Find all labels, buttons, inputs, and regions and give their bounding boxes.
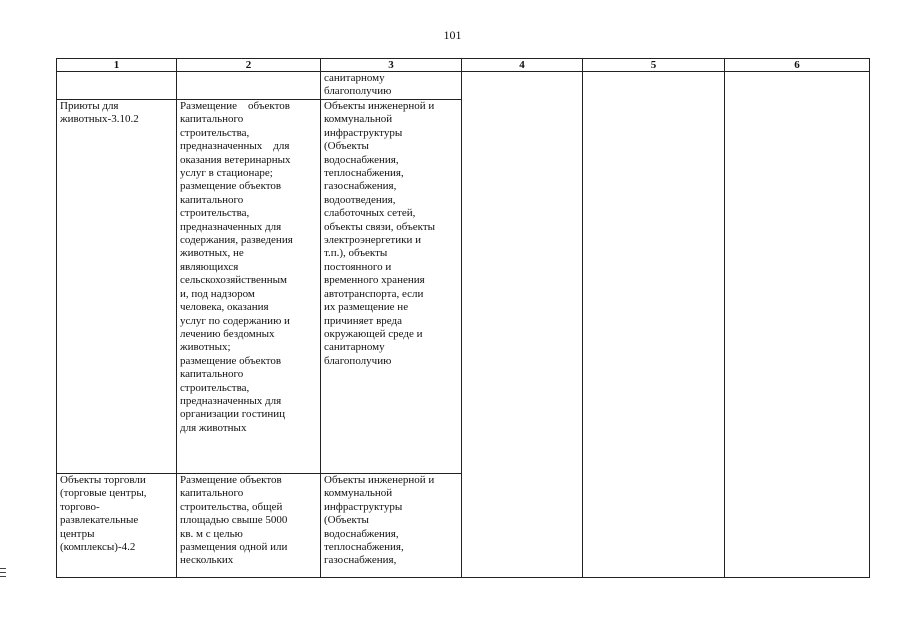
column-header-1: 1 — [57, 59, 177, 72]
cell-text-line: животных, не — [180, 247, 244, 260]
cell-text-line: площадью свыше 5000 — [180, 514, 288, 527]
cell-text-line: нескольких — [180, 554, 234, 567]
cell-text-line: строительства, — [180, 126, 250, 139]
cell-text-line: торгово- — [60, 500, 100, 513]
table-cell-col3 — [321, 100, 462, 474]
cell-text-line: и, под надзором — [180, 287, 255, 300]
cell-text-line: размещение объектов — [180, 354, 282, 367]
cell-text-line: слаботочных сетей, — [324, 207, 416, 220]
cell-text-line: Объекты торговли — [60, 474, 146, 486]
table-cell-col1 — [57, 72, 177, 100]
cell-text-line: строительства, общей — [180, 500, 283, 513]
column-header-4: 4 — [462, 59, 583, 72]
cell-text-line: предназначенных для — [180, 140, 290, 153]
cell-text-line: причиняет вреда — [324, 314, 402, 327]
cell-text-line: санитарному — [324, 72, 385, 84]
cell-text-line: животных-3.10.2 — [60, 113, 139, 126]
header-row — [57, 59, 870, 72]
cell-text-line: инфраструктуры — [324, 500, 403, 513]
cell-text-line: сельскохозяйственным — [180, 274, 287, 287]
cell-text-line: Объекты инженерной и — [324, 100, 435, 112]
cell-text-line: газоснабжения, — [324, 554, 397, 567]
margin-mark — [0, 568, 6, 582]
cell-text-line: услуг по содержанию и — [180, 314, 290, 327]
table-row — [57, 72, 870, 100]
cell-text-line: инфраструктуры — [324, 126, 403, 139]
cell-text-line: постоянного и — [324, 260, 392, 273]
cell-text-line: т.п.), объекты — [324, 247, 388, 260]
cell-text-line: развлекательные — [60, 514, 139, 527]
cell-text-line: благополучию — [324, 85, 392, 98]
table-cell-col2 — [177, 72, 321, 100]
cell-text-line: (Объекты — [324, 514, 369, 527]
table-cell-col3 — [321, 72, 462, 100]
cell-text-line: (комплексы)-4.2 — [60, 541, 136, 554]
cell-text-line: окружающей среде и — [324, 327, 423, 340]
cell-text-line: содержания, разведения — [180, 234, 293, 247]
table-cell-col5 — [583, 72, 725, 578]
cell-text-line: услуг в стационаре; — [180, 167, 273, 180]
cell-text-line: (торговые центры, — [60, 487, 147, 500]
table-cell-col4 — [462, 72, 583, 578]
cell-text-line: капитального — [180, 487, 244, 500]
cell-text-line: капитального — [180, 368, 244, 381]
table-cell-col6 — [725, 72, 870, 578]
cell-text-line: размещение объектов — [180, 180, 282, 193]
column-header-3: 3 — [321, 59, 462, 72]
cell-text-line: (Объекты — [324, 140, 369, 153]
table-cell-col1 — [57, 100, 177, 474]
cell-text-line: предназначенных для — [180, 394, 282, 407]
cell-text-line: организации гостиниц — [180, 408, 286, 421]
land-use-table — [56, 58, 870, 578]
cell-text-line: строительства, — [180, 381, 250, 394]
cell-text-line: капитального — [180, 193, 244, 206]
cell-text-line: коммунальной — [324, 487, 393, 500]
page-number: 101 — [443, 28, 462, 42]
cell-text-line: электроэнергетики и — [324, 234, 421, 247]
cell-text-line: строительства, — [180, 207, 250, 220]
cell-text-line: водоотведения, — [324, 193, 396, 206]
cell-text-line: коммунальной — [324, 113, 393, 126]
cell-text-line: размещения одной или — [180, 541, 288, 554]
cell-text-line: водоснабжения, — [324, 527, 399, 540]
cell-text-line: санитарному — [324, 341, 385, 354]
cell-text-line: Размещение объектов — [180, 100, 290, 112]
cell-text-line: автотранспорта, если — [324, 287, 424, 300]
cell-text-line: благополучию — [324, 354, 392, 367]
cell-text-line: теплоснабжения, — [324, 541, 404, 554]
cell-text-line: оказания ветеринарных — [180, 153, 291, 166]
cell-text-line: водоснабжения, — [324, 153, 399, 166]
cell-text-line: для животных — [180, 421, 247, 434]
column-header-2: 2 — [177, 59, 321, 72]
column-header-6: 6 — [725, 59, 870, 72]
cell-text-line: Размещение объектов — [180, 474, 282, 486]
cell-text-line: Приюты для — [60, 100, 119, 112]
cell-text-line: человека, оказания — [180, 301, 269, 314]
cell-text-line: газоснабжения, — [324, 180, 397, 193]
cell-text-line: теплоснабжения, — [324, 167, 404, 180]
cell-text-line: временного хранения — [324, 274, 425, 287]
cell-text-line: лечению бездомных — [180, 327, 275, 340]
cell-text-line: являющихся — [180, 260, 239, 273]
cell-text-line: центры — [60, 527, 95, 540]
cell-text-line: капитального — [180, 113, 244, 126]
column-header-5: 5 — [583, 59, 725, 72]
cell-text-line: кв. м с целью — [180, 527, 243, 540]
table-cell-col3 — [321, 474, 462, 578]
table-cell-col2 — [177, 100, 321, 474]
table-cell-col2 — [177, 474, 321, 578]
cell-text-line: Объекты инженерной и — [324, 474, 435, 486]
cell-text-line: их размещение не — [324, 301, 409, 314]
cell-text-line: животных; — [180, 341, 231, 354]
table-cell-col1 — [57, 474, 177, 578]
cell-text-line: объекты связи, объекты — [324, 220, 436, 233]
cell-text-line: предназначенных для — [180, 220, 282, 233]
